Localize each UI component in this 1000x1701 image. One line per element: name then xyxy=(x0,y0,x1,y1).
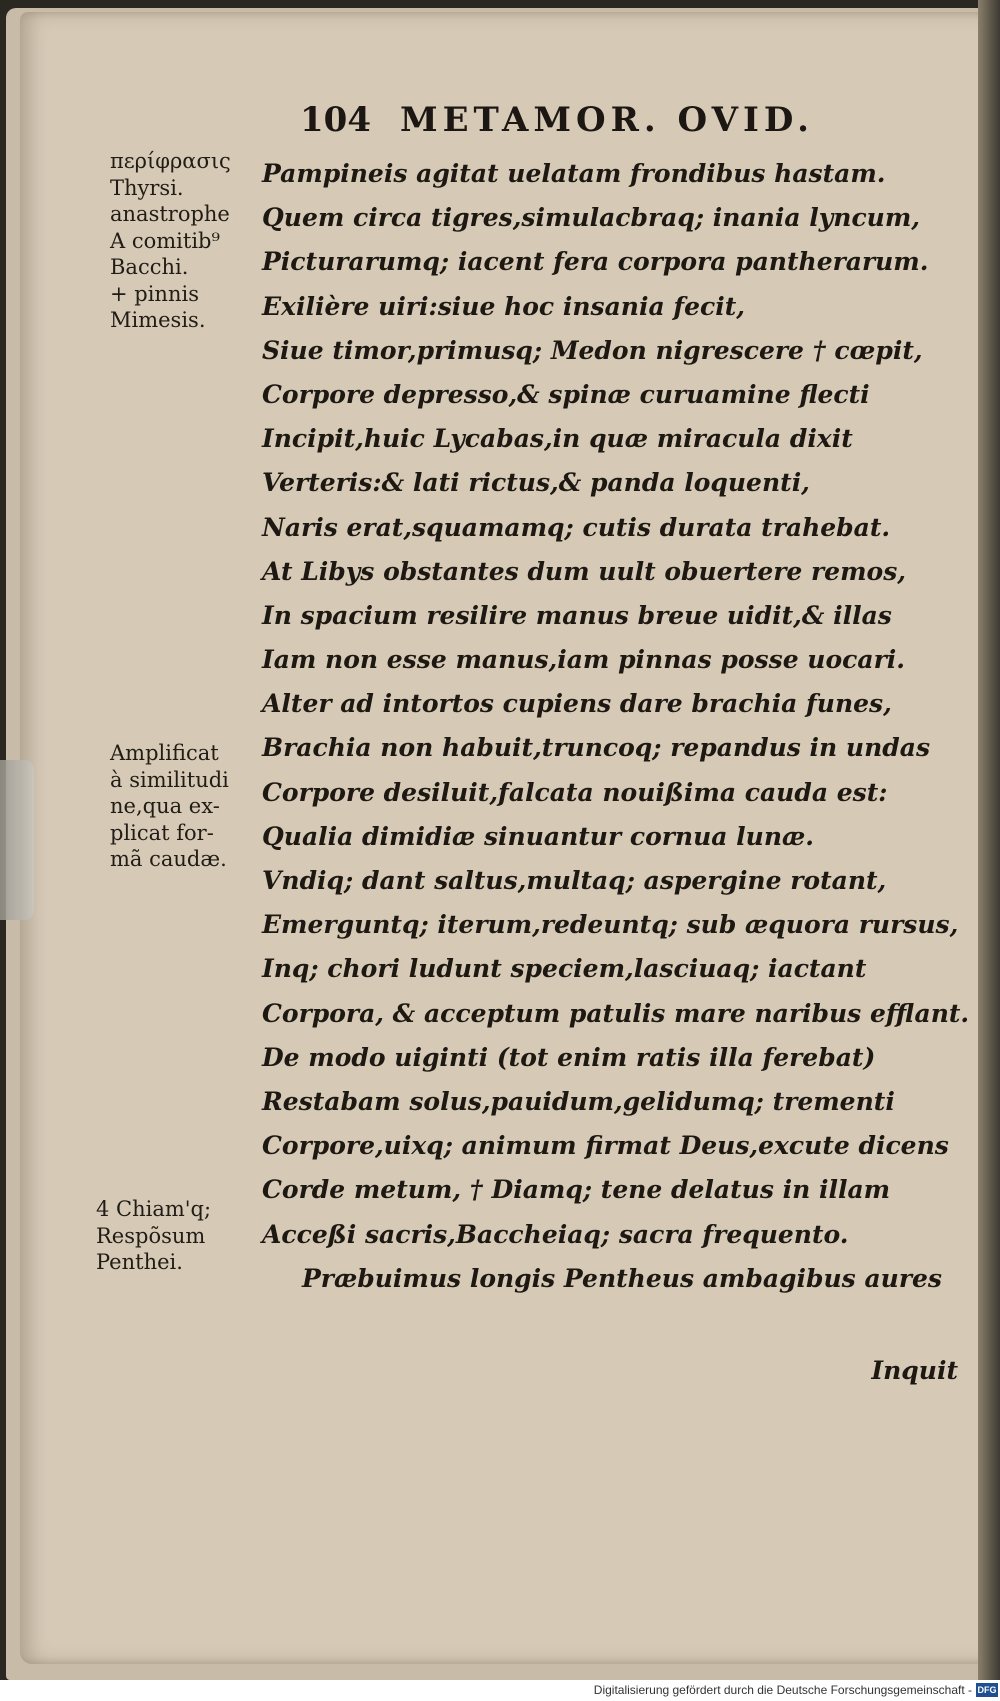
margin-line: Mimesis. xyxy=(110,308,206,332)
verse-line: Corde metum, † Diamq; tene delatus in illam xyxy=(262,1175,891,1205)
margin-line: περίφρασις xyxy=(110,149,231,173)
margin-note-1 xyxy=(110,148,231,334)
page-tab xyxy=(0,760,34,920)
verse-line: Alter ad intortos cupiens dare brachia funes, xyxy=(262,689,892,719)
margin-line: ne,qua ex- xyxy=(110,794,220,818)
margin-line: + pinnis xyxy=(110,281,199,306)
verse-line: Exilière uiri:siue hoc insania fecit, xyxy=(262,291,745,321)
verse-line: Siue timor,primusq; Medon nigrescere † cœpit, xyxy=(262,335,923,365)
margin-line: Bacchi. xyxy=(110,255,189,279)
verse-text xyxy=(262,152,970,1301)
margin-line: Amplificat xyxy=(110,741,219,765)
verse-line: Pampineis agitat uelatam frondibus hastam. xyxy=(262,159,886,188)
footer-credit: Digitalisierung gefördert durch die Deutsche Forschungsgemeinschaft - xyxy=(593,1683,972,1697)
margin-note-3 xyxy=(96,1196,211,1276)
verse-line: At Libys obstantes dum uult obuertere remos, xyxy=(262,556,906,586)
page-number: 104 xyxy=(300,100,371,140)
verse-line: Corpore depresso,& spinæ curuamine flecti xyxy=(262,379,870,409)
verse-line: Picturarumq; iacent fera corpora pantherarum. xyxy=(262,247,929,277)
margin-line: Thyrsi. xyxy=(110,175,184,200)
verse-line: Emerguntq; iterum,redeuntq; sub æquora rursus, xyxy=(262,910,959,940)
verse-line: Corpore,uixq; animum firmat Deus,excute dicens xyxy=(262,1131,949,1161)
verse-line: Verteris:& lati rictus,& panda loquenti, xyxy=(262,468,810,498)
margin-line: anastrophe xyxy=(110,202,230,226)
verse-line: Naris erat,squamamq; cutis durata trahebat. xyxy=(262,512,891,542)
verse-line: Brachia non habuit,truncoq; repandus in undas xyxy=(262,733,931,763)
margin-line: A comitib⁹ xyxy=(110,228,220,253)
verse-line: Quem circa tigres,simulacbraq; inania lyncum, xyxy=(262,203,920,233)
verse-line: Acceßi sacris,Baccheiaq; sacra frequento. xyxy=(262,1219,849,1249)
margin-line: à similitudi xyxy=(110,767,229,792)
margin-line: Respõsum xyxy=(96,1223,206,1248)
margin-line: mã caudæ. xyxy=(110,847,227,871)
verse-line: Corpore desiluit,falcata nouißima cauda est: xyxy=(262,777,888,807)
verse-line: In spacium resilire manus breue uidit,& illas xyxy=(262,600,892,630)
book-edge xyxy=(978,0,1000,1680)
margin-line: Penthei. xyxy=(96,1250,183,1274)
verse-line: Iam non esse manus,iam pinnas posse uocari. xyxy=(262,645,905,675)
verse-line: De modo uiginti (tot enim ratis illa ferebat) xyxy=(262,1042,876,1072)
catchword: Inquit xyxy=(871,1356,958,1385)
margin-line: 4 Chiam'q; xyxy=(96,1197,212,1221)
margin-line: plicat for- xyxy=(110,820,214,845)
margin-note-2 xyxy=(110,740,229,873)
verse-line: Vndiq; dant saltus,multaq; aspergine rotant, xyxy=(262,866,887,895)
verse-line: Inq; chori ludunt speciem,lasciuaq; iactant xyxy=(262,954,867,984)
footer-bar xyxy=(0,1680,1000,1701)
verse-line: Incipit,huic Lycabas,in quæ miracula dixit xyxy=(262,424,853,454)
page-header xyxy=(300,100,900,150)
running-title: METAMOR. OVID. xyxy=(400,100,814,140)
verse-line: Corpora, & acceptum patulis mare naribus efflant. xyxy=(262,998,970,1028)
verse-line: Qualia dimidiæ sinuantur cornua lunæ. xyxy=(262,821,815,851)
verse-line: Restabam solus,pauidum,gelidumq; trementi xyxy=(262,1086,895,1116)
dfg-logo-icon: DFG xyxy=(977,1685,997,1695)
verse-line: Præbuimus longis Pentheus ambagibus aures xyxy=(302,1263,942,1293)
